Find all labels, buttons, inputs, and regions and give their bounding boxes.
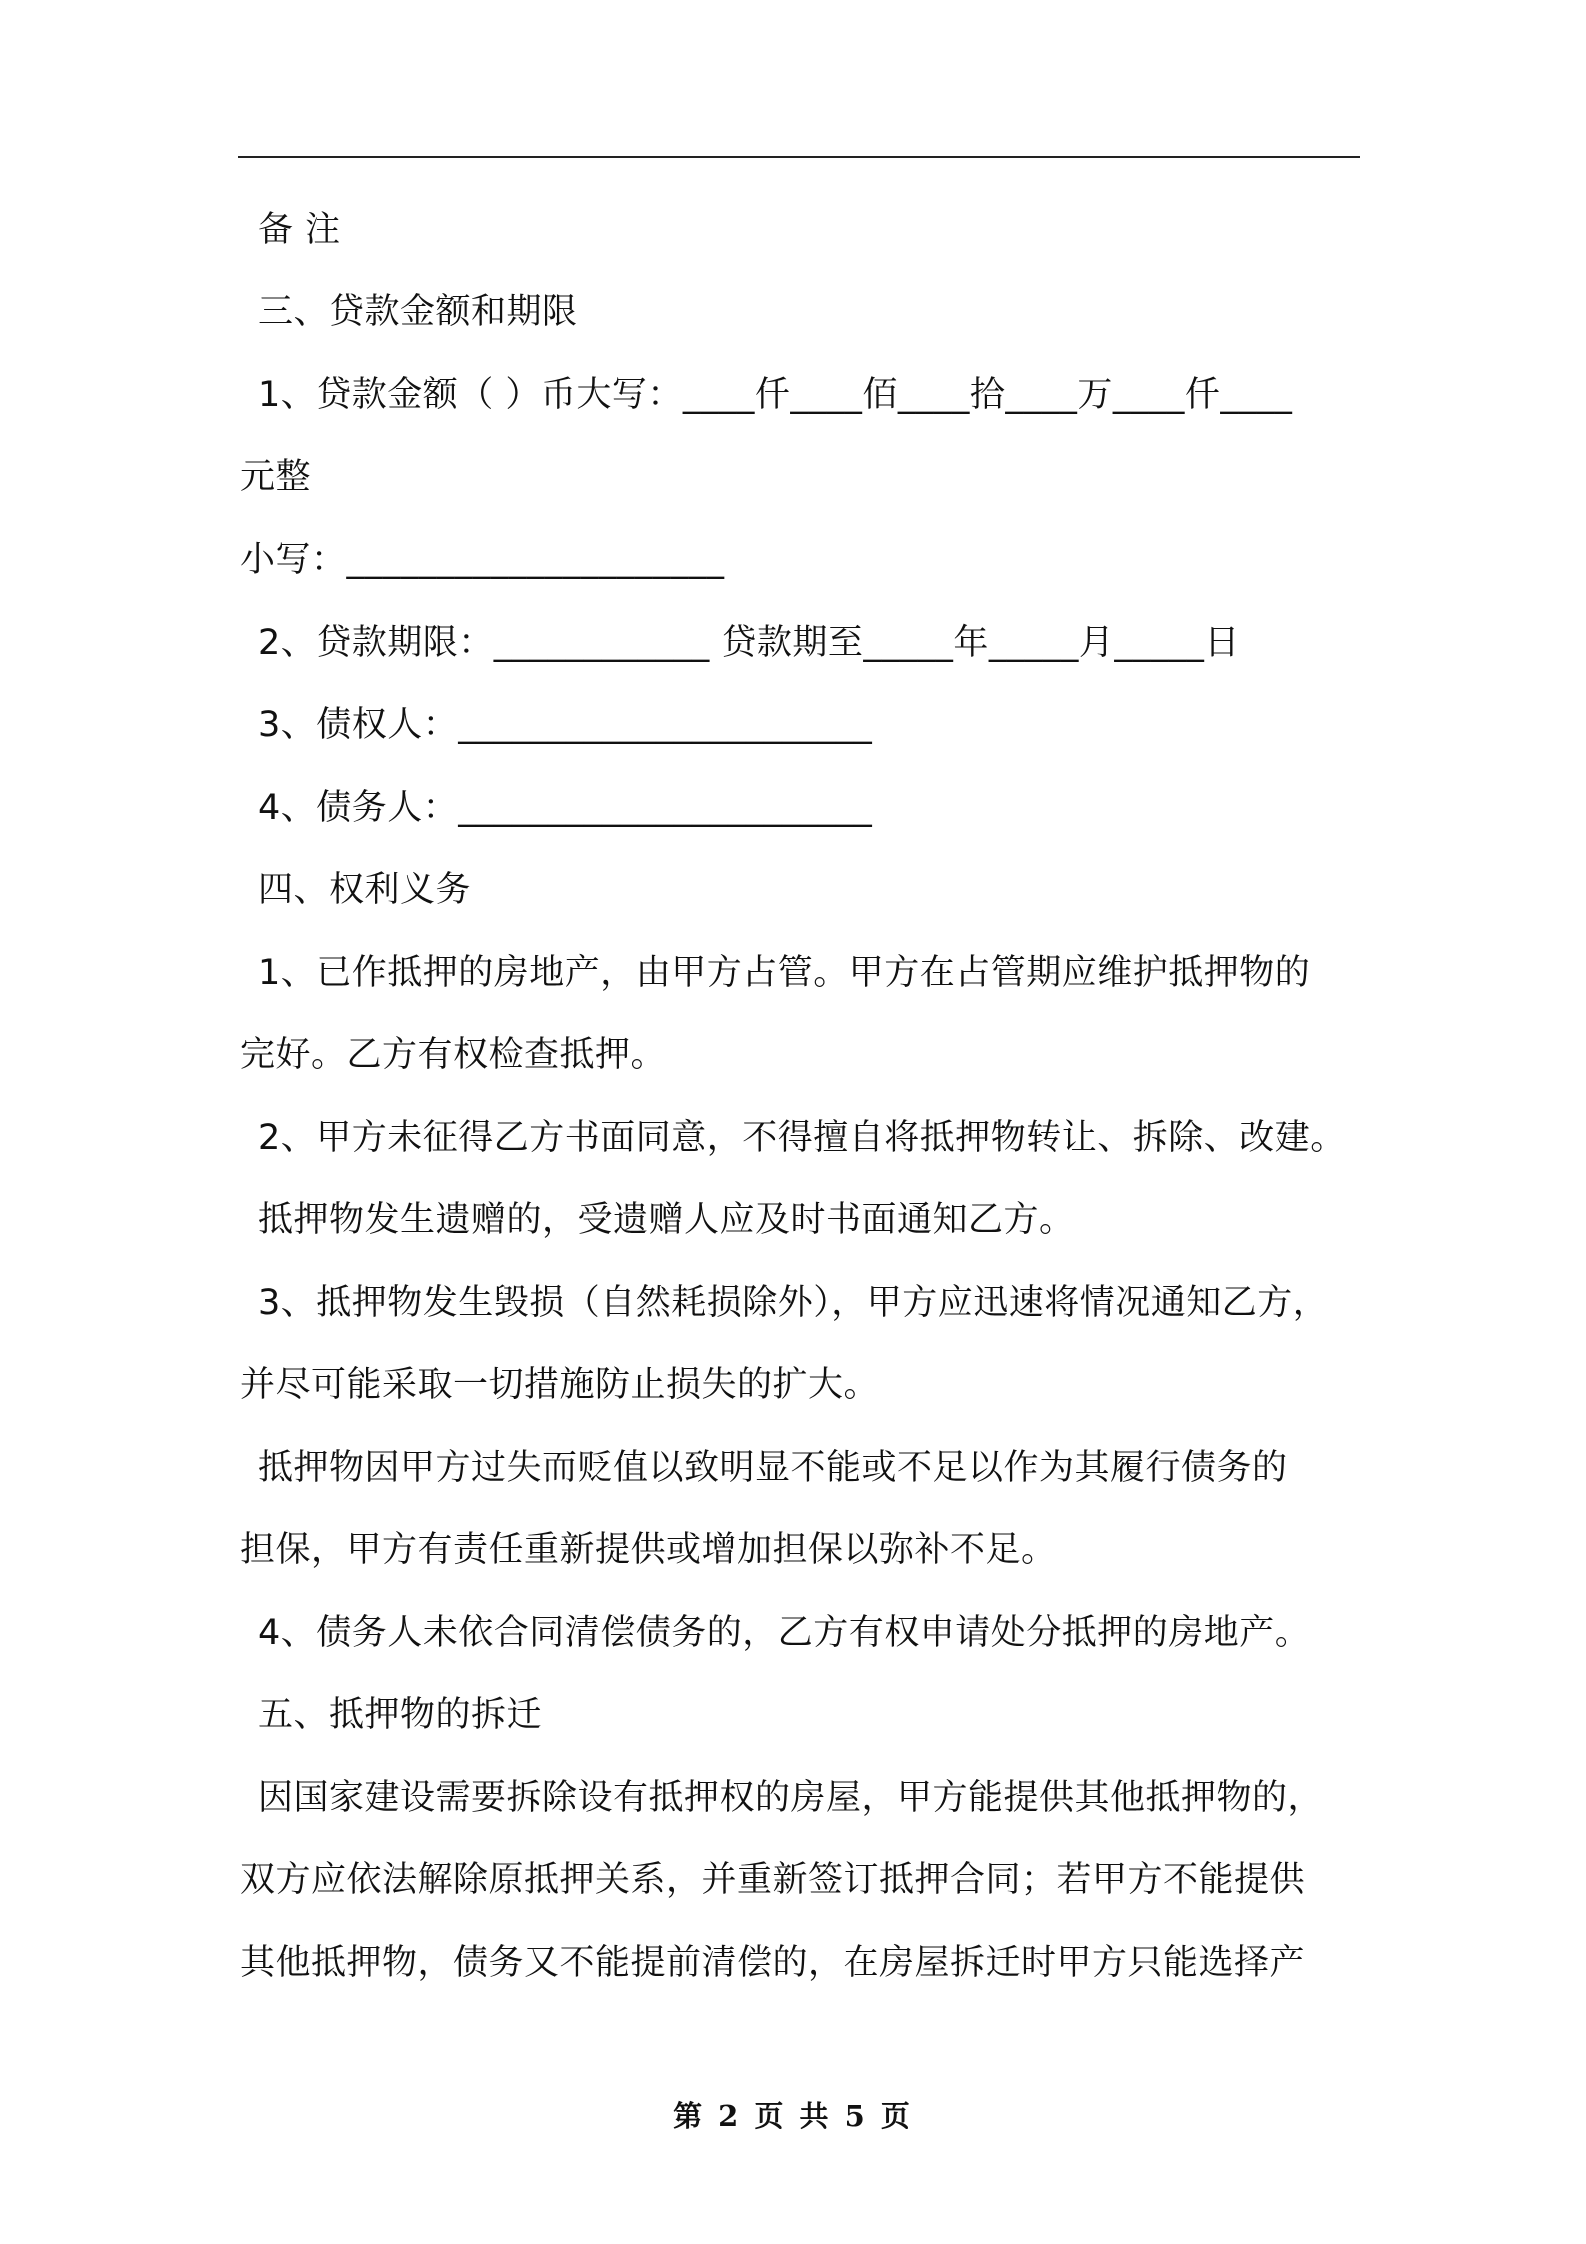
section-4-title: 四、权利义务 xyxy=(258,870,472,910)
note-heading: 备 注 xyxy=(258,210,341,250)
loan-amount-lowercase-line: 小写：_____________________ xyxy=(240,540,725,580)
clause-5-line-3: 其他抵押物，债务又不能提前清偿的，在房屋拆迁时甲方只能选择产 xyxy=(240,1943,1306,1983)
clause-4-3-line-2: 并尽可能采取一切措施防止损失的扩大。 xyxy=(240,1365,880,1405)
clause-5-line-2: 双方应依法解除原抵押关系，并重新签订抵押合同；若甲方不能提供 xyxy=(240,1860,1306,1900)
debtor-line: 4、债务人：_______________________ xyxy=(258,788,873,828)
clause-4-3-line-1: 3、抵押物发生毁损（自然耗损除外），甲方应迅速将情况通知乙方， xyxy=(258,1283,1329,1323)
clause-5-line-1: 因国家建设需要拆除设有抵押权的房屋，甲方能提供其他抵押物的， xyxy=(258,1778,1324,1818)
clause-4-2: 2、甲方未征得乙方书面同意，不得擅自将抵押物转让、拆除、改建。 xyxy=(258,1118,1346,1158)
loan-term-line: 2、贷款期限：____________ 贷款期至_____年_____月_____日 xyxy=(258,623,1240,663)
clause-4-4: 4、债务人未依合同清偿债务的，乙方有权申请处分抵押的房地产。 xyxy=(258,1613,1311,1653)
clause-4-1-line-1: 1、已作抵押的房地产，由甲方占管。甲方在占管期应维护抵押物的 xyxy=(258,953,1311,993)
creditor-line: 3、债权人：_______________________ xyxy=(258,705,873,745)
page-number: 第 2 页 共 5 页 xyxy=(673,2099,913,2133)
section-5-title: 五、抵押物的拆迁 xyxy=(258,1695,543,1735)
loan-amount-yuan-line: 元整 xyxy=(240,457,312,497)
header-rule xyxy=(238,156,1360,158)
section-3-title: 三、贷款金额和期限 xyxy=(258,292,578,332)
clause-bequest: 抵押物发生遗赠的，受遗赠人应及时书面通知乙方。 xyxy=(258,1200,1075,1240)
clause-4-1-line-2: 完好。乙方有权检查抵押。 xyxy=(240,1035,667,1075)
clause-depreciation-line-2: 担保，甲方有责任重新提供或增加担保以弥补不足。 xyxy=(240,1530,1057,1570)
clause-depreciation-line-1: 抵押物因甲方过失而贬值以致明显不能或不足以作为其履行债务的 xyxy=(258,1448,1288,1488)
loan-amount-capital-line: 1、贷款金额（ ）币大写：____仟____佰____拾____万____仟____ xyxy=(258,375,1293,415)
